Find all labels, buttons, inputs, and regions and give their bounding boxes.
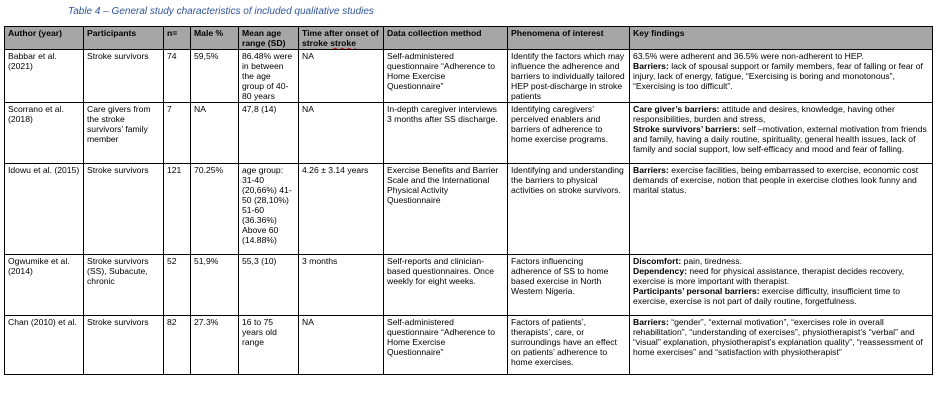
- header-n: n=: [164, 27, 191, 50]
- cell-time: 4.26 ± 3.14 years: [299, 164, 384, 255]
- finding-label: Discomfort:: [633, 256, 682, 266]
- cell-findings: [630, 316, 933, 375]
- cell-age: 86.48% were in between the age group of 40-80 years: [239, 50, 299, 103]
- cell-n: 74: [164, 50, 191, 103]
- cell-findings: [630, 255, 933, 316]
- finding-text: “gender”, “external motivation”, “exercises role in overall rehabilitation”, “understanding of exercises”, physiotherapist’s “verbal” and “visual” explanation, physiotherapist’s explanation quality”, “reassessment of home exercises” and “satisfaction with physiotherapist”: [633, 317, 923, 357]
- cell-age: 16 to 75 years old range: [239, 316, 299, 375]
- cell-author: Ogwumike et al. (2014): [5, 255, 84, 316]
- header-time: Time after onset of stroke stroke: [299, 27, 384, 50]
- finding-item: [633, 165, 929, 195]
- cell-method: Self-administered questionnaire “Adherence to Home Exercise Questionnaire”: [384, 316, 508, 375]
- cell-author: Idowu et al. (2015): [5, 164, 84, 255]
- finding-text: lack of spousal support or family members, fear of falling or fear of injury, lack of energy, fatigue, “Exercising is boring and monotonous”, “Exercising is too difficult”.: [633, 61, 923, 91]
- cell-male: 59,5%: [191, 50, 239, 103]
- table-row: [5, 255, 933, 316]
- cell-n: 121: [164, 164, 191, 255]
- cell-age: 47,8 (14): [239, 103, 299, 164]
- cell-findings: [630, 50, 933, 103]
- header-row: [5, 27, 933, 50]
- finding-label: Dependency:: [633, 266, 687, 276]
- header-participants: Participants: [84, 27, 164, 50]
- cell-phenomena: Factors influencing adherence of SS to home based exercise in North Western Nigeria.: [508, 255, 630, 316]
- cell-author: Chan (2010) et al.: [5, 316, 84, 375]
- finding-item: [633, 104, 929, 124]
- header-phenomena: Phenomena of interest: [508, 27, 630, 50]
- cell-method: Self-administered questionnaire “Adherence to Home Exercise Questionnaire”: [384, 50, 508, 103]
- cell-male: 51,9%: [191, 255, 239, 316]
- header-age: Mean age range (SD): [239, 27, 299, 50]
- cell-participants: Stroke survivors: [84, 164, 164, 255]
- cell-author: Babbar et al. (2021): [5, 50, 84, 103]
- finding-text: attitude and desires, knowledge, having other responsibilities, burden and stress,: [633, 104, 895, 124]
- header-method: Data collection method: [384, 27, 508, 50]
- finding-label: Barriers:: [633, 317, 669, 327]
- finding-item: [633, 124, 929, 154]
- study-characteristics-table: [4, 26, 933, 375]
- finding-text: need for physical assistance, therapist decides recovery, exercise is more important with therapist.: [633, 266, 905, 286]
- finding-item: [633, 286, 929, 306]
- header-male: Male %: [191, 27, 239, 50]
- cell-author: Scorrano et al. (2018): [5, 103, 84, 164]
- cell-n: 52: [164, 255, 191, 316]
- table-row: [5, 316, 933, 375]
- cell-participants: Care givers from the stroke survivors’ family member: [84, 103, 164, 164]
- cell-male: 70.25%: [191, 164, 239, 255]
- finding-text: exercise difficulty, insufficient time to exercise, exercise is not part of daily routine, forgetfulness.: [633, 286, 901, 306]
- table-row: [5, 164, 933, 255]
- finding-text: self –motivation, external motivation from friends and family, having a daily routine, spirituality, general health issues, lack of family and social support, low self-efficacy and mood and fear of falling.: [633, 124, 927, 154]
- cell-method: Self-reports and clinician-based questionnaires. Once weekly for eight weeks.: [384, 255, 508, 316]
- finding-text: pain, tiredness.: [683, 256, 742, 266]
- cell-participants: Stroke survivors: [84, 50, 164, 103]
- cell-participants: Stroke survivors (SS), Subacute, chronic: [84, 255, 164, 316]
- cell-time: 3 months: [299, 255, 384, 316]
- finding-text: 63.5% were adherent and 36.5% were non-adherent to HEP.: [633, 51, 864, 61]
- table-row: [5, 50, 933, 103]
- finding-label: Barriers:: [633, 61, 669, 71]
- cell-time: NA: [299, 103, 384, 164]
- finding-item: [633, 266, 929, 286]
- table-row: [5, 103, 933, 164]
- cell-time: NA: [299, 316, 384, 375]
- finding-label: Participants’ personal barriers:: [633, 286, 760, 296]
- finding-text: exercise facilities, being embarrassed to exercise, economic cost demands of exercise, notion that people in exercise clothes look funny and marital status.: [633, 165, 919, 195]
- header-author: Author (year): [5, 27, 84, 50]
- cell-phenomena: Factors of patients’, therapists’, care, or surroundings have an effect on patients’ adherence to home exercises.: [508, 316, 630, 375]
- table-caption: Table 4 – General study characteristics of included qualitative studies: [68, 6, 374, 17]
- cell-method: Exercise Benefits and Barrier Scale and the International Physical Activity Questionnaire: [384, 164, 508, 255]
- finding-label: Stroke survivors’ barriers:: [633, 124, 740, 134]
- cell-phenomena: Identify the factors which may influence the adherence and barriers to individually tailored HEP post-discharge in stroke patients: [508, 50, 630, 103]
- cell-male: 27.3%: [191, 316, 239, 375]
- cell-phenomena: Identifying caregivers’ perceived enablers and barriers of adherence to home exercise programs.: [508, 103, 630, 164]
- finding-item: [633, 61, 929, 91]
- cell-time: NA: [299, 50, 384, 103]
- cell-male: NA: [191, 103, 239, 164]
- finding-item: [633, 51, 929, 61]
- header-findings: Key findings: [630, 27, 933, 50]
- cell-age: age group: 31-40 (20,66%) 41-50 (28,10%) 51-60 (36.36%) Above 60 (14.88%): [239, 164, 299, 255]
- finding-item: [633, 317, 929, 357]
- cell-n: 82: [164, 316, 191, 375]
- cell-phenomena: Identifying and understanding the barriers to physical activities on stroke survivors.: [508, 164, 630, 255]
- finding-label: Barriers:: [633, 165, 669, 175]
- finding-label: Care giver’s barriers:: [633, 104, 720, 114]
- cell-findings: [630, 164, 933, 255]
- finding-item: [633, 256, 929, 266]
- cell-method: In-depth caregiver interviews 3 months after SS discharge.: [384, 103, 508, 164]
- cell-findings: [630, 103, 933, 164]
- cell-participants: Stroke survivors: [84, 316, 164, 375]
- cell-age: 55,3 (10): [239, 255, 299, 316]
- cell-n: 7: [164, 103, 191, 164]
